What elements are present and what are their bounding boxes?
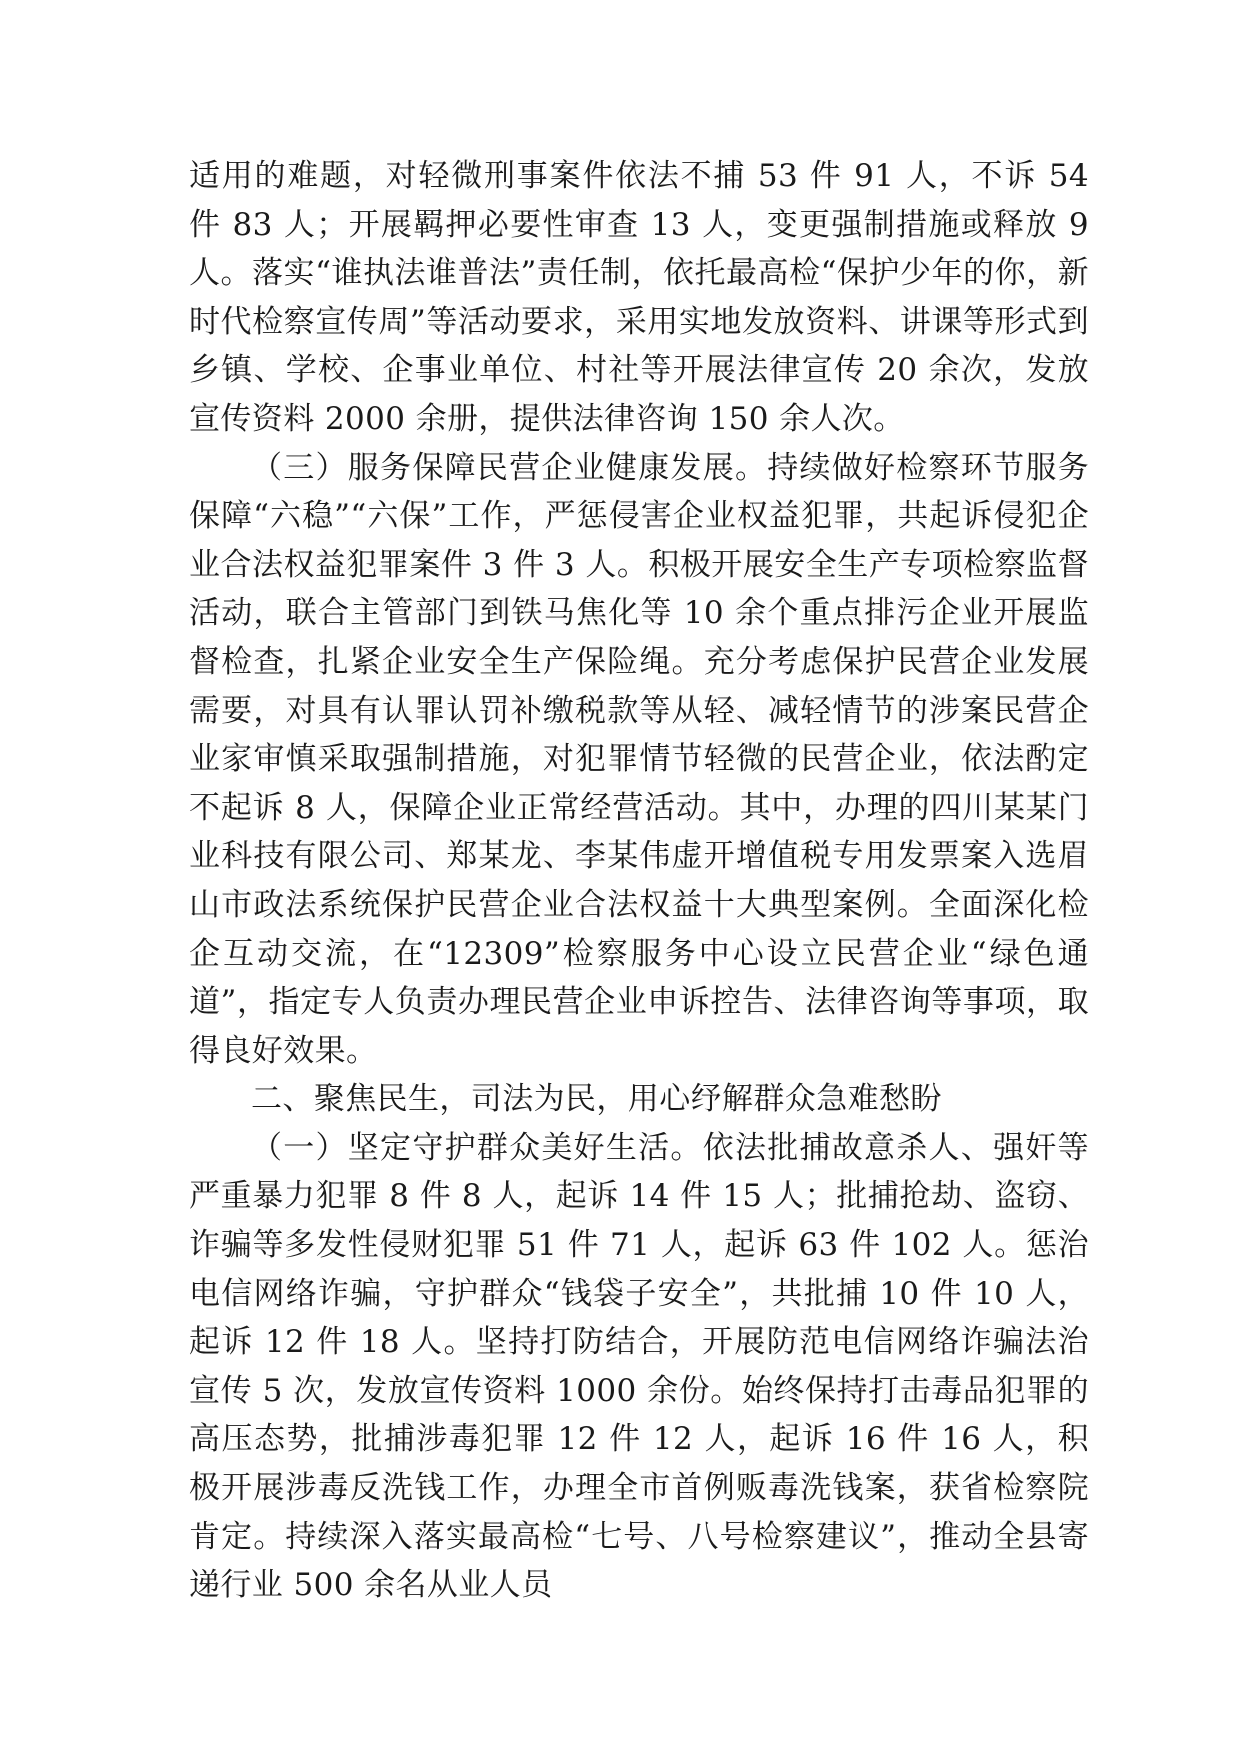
section-heading-2: 二、聚焦民生，司法为民，用心纾解群众急难愁盼 bbox=[251, 1081, 942, 1118]
paragraph-continued: 适用的难题，对轻微刑事案件依法不捕 53 件 91 人，不诉 54 件 83 人；开展羁押必要性审查 13 人，变更强制措施或释放 9 人。落实“谁执法谁普法”责任制，依托最高检“保护少年的你，新时代检察宣传周”等活动要求，采用实地发放资料、讲课等形式到乡镇、学校、企事业单位、村社等开展法律宣传 20 余次，发放宣传资料 2000 余册，提供法律咨询 150 余人次。 bbox=[189, 158, 1089, 437]
document-body bbox=[189, 152, 1089, 1610]
paragraph-section-3: （三）服务保障民营企业健康发展。持续做好检察环节服务保障“六稳”“六保”工作，严惩侵害企业权益犯罪，共起诉侵犯企业合法权益犯罪案件 3 件 3 人。积极开展安全生产专项检察监督活动，联合主管部门到铁马焦化等 10 余个重点排污企业开展监督检查，扎紧企业安全生产保险绳。充分考虑保护民营企业发展需要，对具有认罪认罚补缴税款等从轻、减轻情节的涉案民营企业家审慎采取强制措施，对犯罪情节轻微的民营企业，依法酌定不起诉 8 人，保障企业正常经营活动。其中，办理的四川某某门业科技有限公司、郑某龙、李某伟虚开增值税专用发票案入选眉山市政法系统保护民营企业合法权益十大典型案例。全面深化检企互动交流，在“12309”检察服务中心设立民营企业“绿色通道”，指定专人负责办理民营企业申诉控告、法律咨询等事项，取得良好效果。 bbox=[189, 449, 1089, 1069]
paragraph-subsection-1: （一）坚定守护群众美好生活。依法批捕故意杀人、强奸等严重暴力犯罪 8 件 8 人，起诉 14 件 15 人；批捕抢劫、盗窃、诈骗等多发性侵财犯罪 51 件 71 人，起诉 63 件 102 人。惩治电信网络诈骗，守护群众“钱袋子安全”，共批捕 10 件 10 人，起诉 12 件 18 人。坚持打防结合，开展防范电信网络诈骗法治宣传 5 次，发放宣传资料 1000 余份。始终保持打击毒品犯罪的高压态势，批捕涉毒犯罪 12 件 12 人，起诉 16 件 16 人，积极开展涉毒反洗钱工作，办理全市首例贩毒洗钱案，获省检察院肯定。持续深入落实最高检“七号、八号检察建议”，推动全县寄递行业 500 余名从业人员 bbox=[189, 1129, 1089, 1604]
